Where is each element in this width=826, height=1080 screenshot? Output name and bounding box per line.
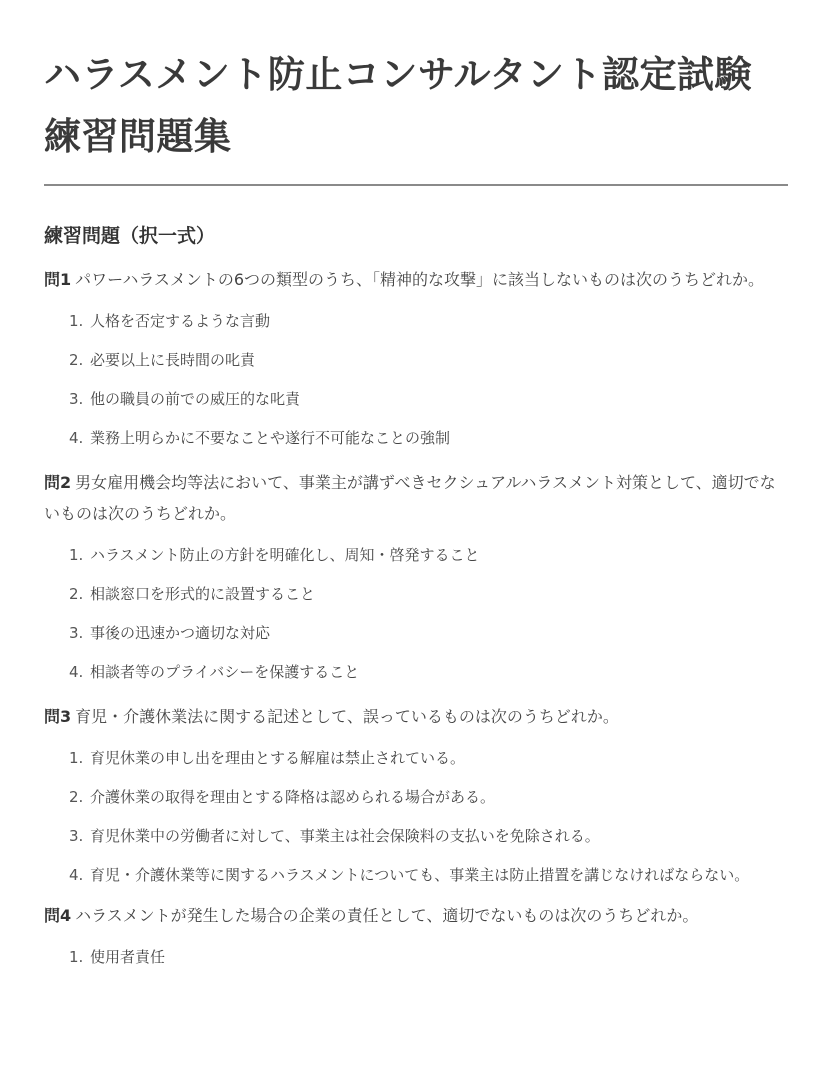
question-4-number: 問4 [44, 906, 72, 925]
option-number: 2. [69, 788, 84, 806]
option-text: 事後の迅速かつ適切な対応 [90, 624, 271, 642]
question-3-option-1 [44, 744, 788, 773]
question-1-option-4 [44, 424, 788, 453]
option-text: 育児休業の申し出を理由とする解雇は禁止されている。 [90, 749, 466, 767]
question-3-option-3 [44, 822, 788, 851]
section-heading: 練習問題（択一式） [44, 225, 216, 247]
title-divider [44, 184, 788, 186]
option-number: 4. [69, 663, 84, 681]
option-text: 育児休業中の労働者に対して、事業主は社会保険料の支払いを免除される。 [90, 827, 600, 845]
option-text: 相談窓口を形式的に設置すること [90, 585, 316, 603]
question-1-text: パワーハラスメントの6つの類型のうち、「精神的な攻撃」に該当しないものは次のうちどれか。 [75, 270, 765, 289]
option-text: 育児・介護休業等に関するハラスメントについても、事業主は防止措置を講じなければならない。 [90, 866, 750, 884]
option-text: 人格を否定するような言動 [90, 312, 271, 330]
option-number: 2. [69, 351, 84, 369]
question-3-number: 問3 [44, 707, 72, 726]
document-title-line-2: 練習問題集 [44, 115, 232, 158]
question-1-options [44, 307, 788, 453]
question-1-option-2 [44, 346, 788, 375]
question-3-options [44, 744, 788, 890]
option-number: 4. [69, 866, 84, 884]
option-number: 1. [69, 312, 84, 330]
option-number: 3. [69, 624, 84, 642]
question-4 [44, 900, 788, 972]
question-2-number: 問2 [44, 473, 72, 492]
question-4-text: ハラスメントが発生した場合の企業の責任として、適切でないものは次のうちどれか。 [75, 906, 699, 925]
option-text: 相談者等のプライバシーを保護すること [90, 663, 360, 681]
question-2-option-3 [44, 619, 788, 648]
question-2-text-block [44, 467, 788, 529]
option-number: 4. [69, 429, 84, 447]
question-1-text-block [44, 264, 788, 295]
question-1-option-1 [44, 307, 788, 336]
question-3-text: 育児・介護休業法に関する記述として、誤っているものは次のうちどれか。 [75, 707, 619, 726]
question-2-option-1 [44, 541, 788, 570]
document-page [44, 44, 788, 982]
question-3-option-4 [44, 861, 788, 890]
document-title-line-1: ハラスメント防止コンサルタント認定試験 [44, 53, 753, 96]
question-3 [44, 701, 788, 890]
question-2-options [44, 541, 788, 687]
question-4-text-block [44, 900, 788, 931]
option-number: 1. [69, 749, 84, 767]
option-number: 3. [69, 827, 84, 845]
question-1-number: 問1 [44, 270, 72, 289]
question-2-option-4 [44, 658, 788, 687]
option-text: 介護休業の取得を理由とする降格は認められる場合がある。 [90, 788, 496, 806]
question-4-options [44, 943, 788, 972]
option-text: 必要以上に長時間の叱責 [90, 351, 256, 369]
question-1-option-3 [44, 385, 788, 414]
question-2-text: 男女雇用機会均等法において、事業主が講ずべきセクシュアルハラスメント対策として、適切でないものは次のうちどれか。 [44, 473, 776, 523]
question-1 [44, 264, 788, 453]
option-number: 3. [69, 390, 84, 408]
question-2 [44, 467, 788, 687]
question-3-option-2 [44, 783, 788, 812]
option-number: 2. [69, 585, 84, 603]
question-2-option-2 [44, 580, 788, 609]
question-3-text-block [44, 701, 788, 732]
document-title [44, 44, 788, 168]
option-number: 1. [69, 546, 84, 564]
option-number: 1. [69, 948, 84, 966]
option-text: 業務上明らかに不要なことや遂行不可能なことの強制 [90, 429, 451, 447]
option-text: 他の職員の前での威圧的な叱責 [90, 390, 301, 408]
option-text: ハラスメント防止の方針を明確化し、周知・啓発すること [90, 546, 480, 564]
question-4-option-1 [44, 943, 788, 972]
option-text: 使用者責任 [90, 948, 166, 966]
